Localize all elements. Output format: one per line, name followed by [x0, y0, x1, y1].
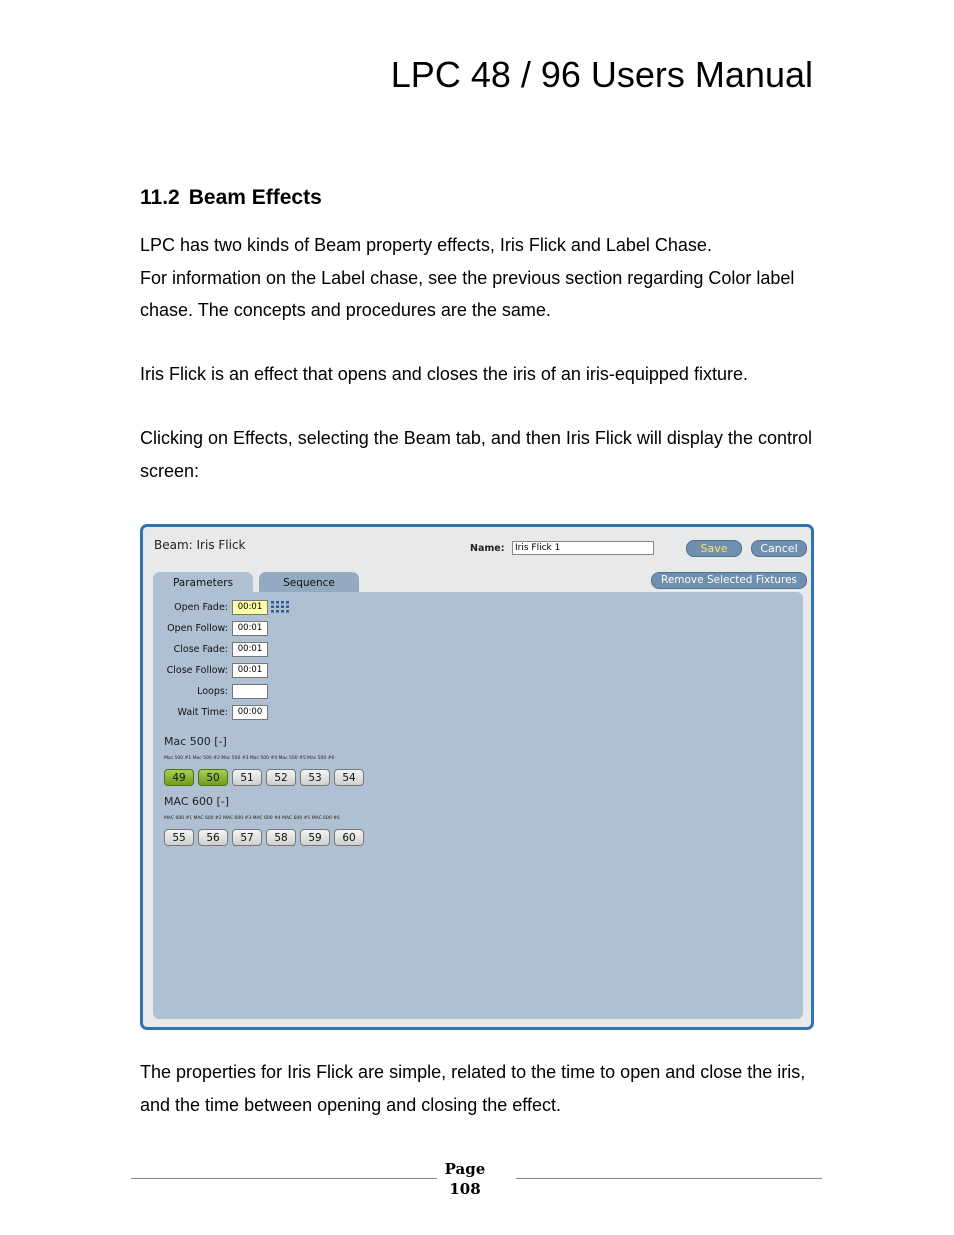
open-fade-input[interactable]: 00:01 — [232, 600, 268, 615]
loops-input[interactable] — [232, 684, 268, 699]
section-title: Beam Effects — [188, 186, 322, 209]
fixture-names: MAC 600 #1 MAC 600 #2 MAC 600 #3 MAC 600 #4 MAC 600 #5 MAC 600 #6 — [164, 816, 340, 821]
loops-label: Loops: — [197, 686, 228, 697]
paragraph-intro-line1: LPC has two kinds of Beam property effects, Iris Flick and Label Chase. — [140, 235, 712, 255]
save-button[interactable]: Save — [686, 540, 742, 557]
screen-title: Beam: Iris Flick — [154, 538, 246, 552]
open-fade-label: Open Fade: — [174, 602, 228, 613]
fixture-button[interactable]: 50 — [198, 769, 228, 786]
fixture-button[interactable]: 60 — [334, 829, 364, 846]
section-number: 11.2 — [140, 186, 180, 209]
parameters-panel — [153, 592, 803, 1019]
fixture-button[interactable]: 56 — [198, 829, 228, 846]
fixture-button[interactable]: 49 — [164, 769, 194, 786]
paragraph-intro-line2: For information on the Label chase, see the previous section regarding Color label chase. The concepts and procedures are the same. — [140, 267, 795, 320]
fixture-button[interactable]: 55 — [164, 829, 194, 846]
footer-divider-left — [131, 1178, 437, 1179]
name-label: Name: — [470, 543, 505, 554]
iris-flick-control-screen — [140, 524, 814, 1030]
paragraph-iris-flick: Iris Flick is an effect that opens and closes the iris of an iris-equipped fixture. — [140, 364, 748, 384]
page-number: 108 — [449, 1180, 481, 1198]
footer-divider-right — [516, 1178, 822, 1179]
fixture-button[interactable]: 52 — [266, 769, 296, 786]
fixture-button[interactable]: 53 — [300, 769, 330, 786]
paragraph-instructions: Clicking on Effects, selecting the Beam tab, and then Iris Flick will display the control screen: — [140, 428, 812, 481]
name-input[interactable]: Iris Flick 1 — [512, 541, 654, 555]
fixture-button[interactable]: 58 — [266, 829, 296, 846]
wait-time-label: Wait Time: — [177, 707, 228, 718]
close-fade-label: Close Fade: — [173, 644, 228, 655]
fixture-group-title[interactable]: MAC 600 [-] — [164, 795, 230, 808]
tab-sequence[interactable]: Sequence — [259, 572, 359, 592]
close-fade-input[interactable]: 00:01 — [232, 642, 268, 657]
tab-parameters[interactable]: Parameters — [153, 572, 253, 592]
open-follow-label: Open Follow: — [167, 623, 228, 634]
wait-time-input[interactable]: 00:00 — [232, 705, 268, 720]
page-word: Page — [444, 1160, 486, 1178]
close-follow-label: Close Follow: — [166, 665, 228, 676]
close-follow-input[interactable]: 00:01 — [232, 663, 268, 678]
keypad-grid-icon[interactable] — [271, 601, 289, 613]
page-header-title: LPC 48 / 96 Users Manual — [390, 54, 813, 95]
fixture-names: Mac 500 #1 Mac 500 #2 Mac 500 #3 Mac 500 #4 Mac 500 #5 Mac 500 #6 — [164, 756, 335, 761]
fixture-button[interactable]: 54 — [334, 769, 364, 786]
page-number-label — [420, 1159, 510, 1199]
section-heading — [140, 186, 322, 210]
fixture-button[interactable]: 57 — [232, 829, 262, 846]
cancel-button[interactable]: Cancel — [751, 540, 807, 557]
paragraph-properties: The properties for Iris Flick are simple, related to the time to open and close the iris, and the time between opening and closing the effect. — [140, 1062, 806, 1115]
open-follow-input[interactable]: 00:01 — [232, 621, 268, 636]
fixture-button[interactable]: 51 — [232, 769, 262, 786]
paragraph-intro — [140, 229, 820, 327]
remove-selected-fixtures-button[interactable]: Remove Selected Fixtures — [651, 572, 807, 589]
fixture-button[interactable]: 59 — [300, 829, 330, 846]
fixture-group-title[interactable]: Mac 500 [-] — [164, 735, 227, 748]
